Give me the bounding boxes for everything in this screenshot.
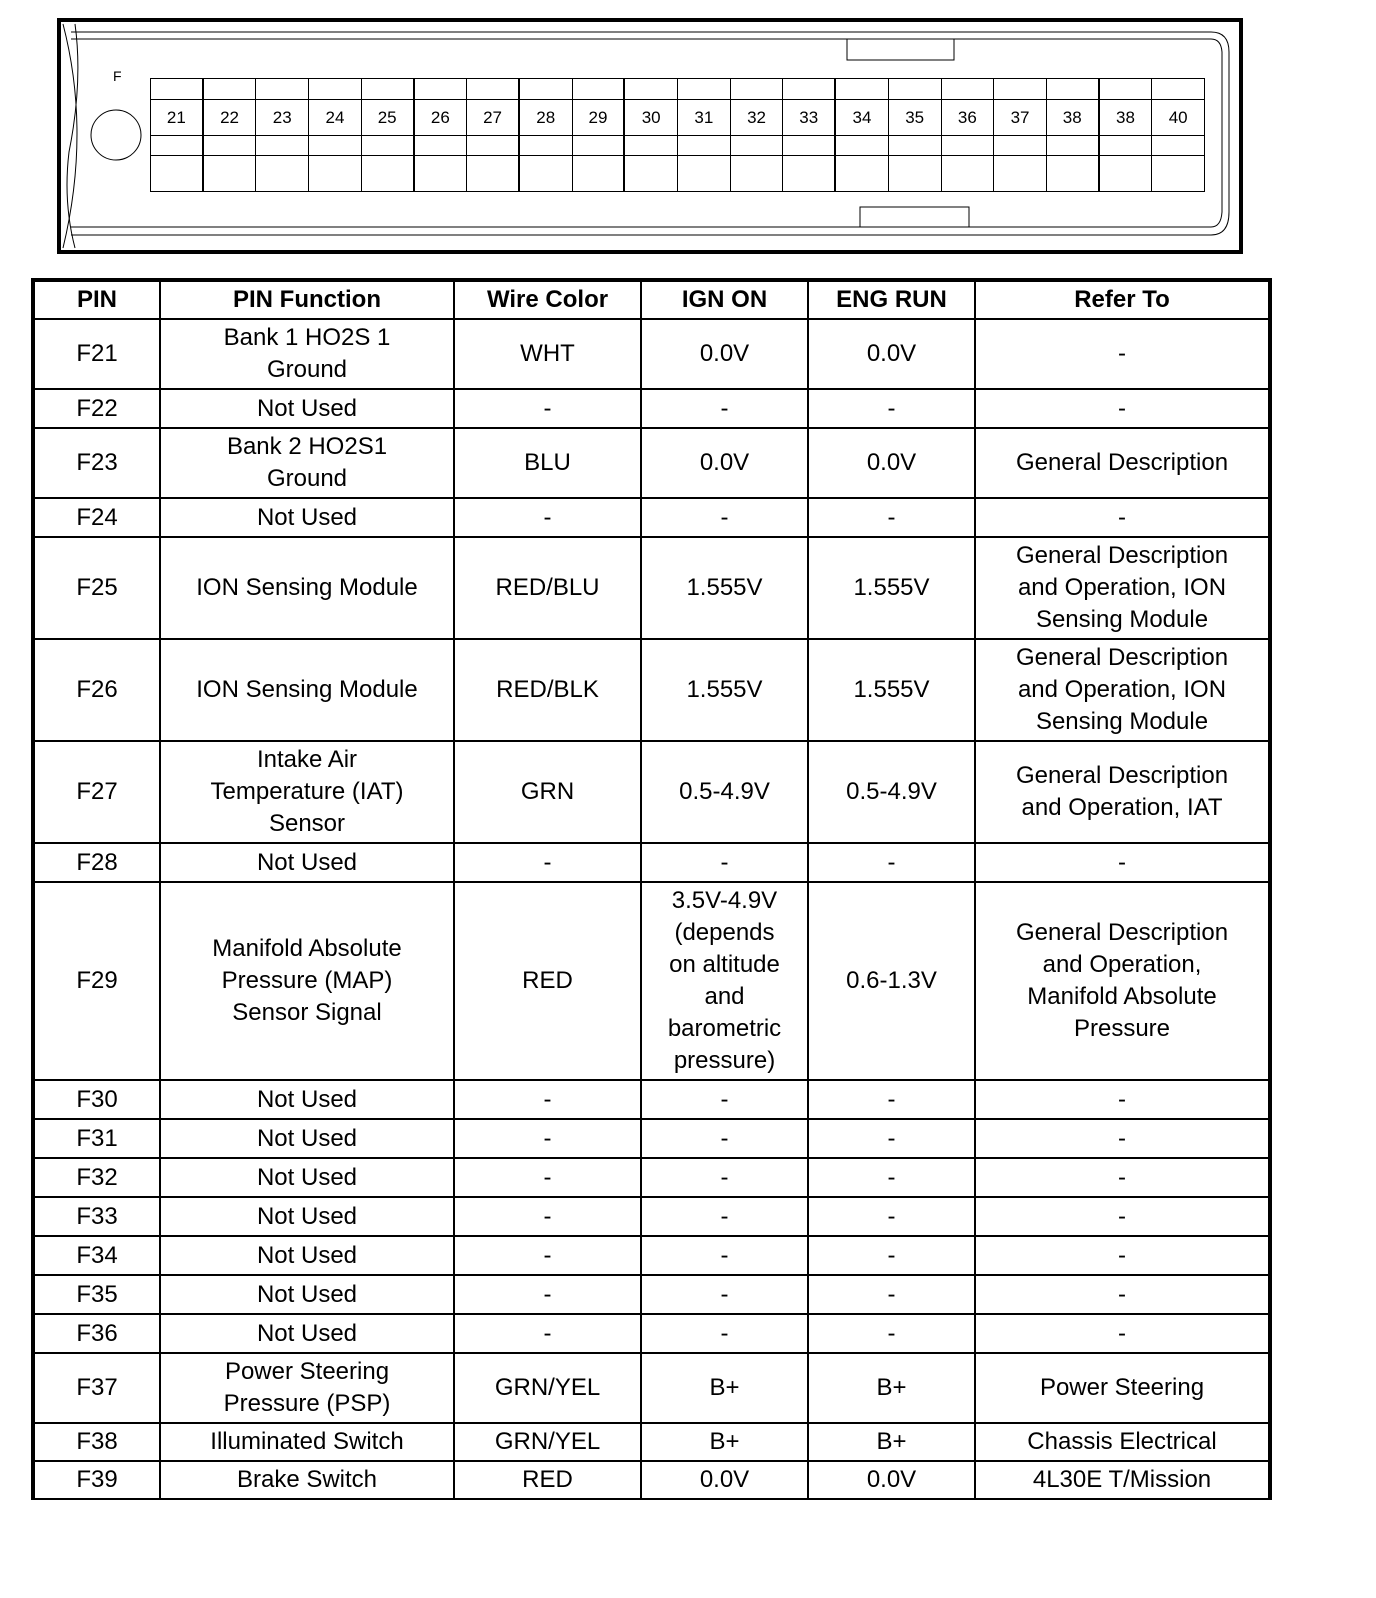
cell-pin-function: Not Used (160, 1314, 454, 1353)
pin-cavity (731, 136, 784, 156)
cell-wire-color: - (454, 1080, 641, 1119)
cell-pin: F29 (33, 882, 160, 1080)
cell-eng-run: - (808, 1314, 975, 1353)
cell-text: Bank 2 HO2S1 Ground (226, 433, 388, 492)
pin-number: 21 (151, 100, 204, 136)
pin-cavity (889, 79, 942, 100)
cell-refer-to: General Description (975, 428, 1270, 498)
cell-eng-run: 0.0V (808, 428, 975, 498)
cell-refer-to: - (975, 389, 1270, 428)
pin-number: 26 (415, 100, 468, 136)
pin-cavity (520, 136, 573, 156)
header-row (33, 280, 1270, 319)
cell-wire-color: WHT (454, 319, 641, 389)
cell-pin-function (160, 428, 454, 498)
pin-cavity (309, 79, 362, 100)
cell-wire-color: GRN/YEL (454, 1353, 641, 1423)
cell-eng-run: B+ (808, 1353, 975, 1423)
cell-eng-run: - (808, 843, 975, 882)
pin-cavity (309, 136, 362, 156)
header-eng-run: ENG RUN (808, 280, 975, 319)
cell-ign-on: - (641, 1197, 808, 1236)
cell-ign-on: - (641, 1158, 808, 1197)
cell-pin-function: ION Sensing Module (160, 639, 454, 741)
top-latch (847, 39, 954, 60)
pin-number: 30 (625, 100, 678, 136)
cell-pin-function: Brake Switch (160, 1461, 454, 1499)
pin-cavity (362, 136, 415, 156)
pin-cavity (573, 79, 626, 100)
pin-number: 36 (942, 100, 995, 136)
cell-ign-on: - (641, 1236, 808, 1275)
cell-wire-color: - (454, 1314, 641, 1353)
cell-pin: F33 (33, 1197, 160, 1236)
cell-refer-to: - (975, 498, 1270, 537)
cell-text: Power Steering Pressure (PSP) (223, 1358, 391, 1417)
pin-cavity (783, 156, 836, 192)
cell-text: 3.5V-4.9V (depends on altitude and barometric pressure) (667, 887, 782, 1074)
pin-cavity (1100, 156, 1153, 192)
pin-cavity (362, 156, 415, 192)
cell-ign-on: 0.0V (641, 1461, 808, 1499)
cell-text: General Description and Operation, ION Sensing Module (1015, 644, 1229, 735)
pin-cavity (1152, 79, 1205, 100)
cell-pin: F31 (33, 1119, 160, 1158)
cell-ign-on: - (641, 498, 808, 537)
cell-ign-on: 1.555V (641, 537, 808, 639)
pin-cavity (1047, 156, 1100, 192)
pin-number: 29 (573, 100, 626, 136)
pin-cavity (362, 79, 415, 100)
pin-cavity (994, 136, 1047, 156)
cell-wire-color: - (454, 1158, 641, 1197)
cell-eng-run: - (808, 1119, 975, 1158)
pin-cavity (1152, 136, 1205, 156)
pin-cavity (783, 136, 836, 156)
cell-wire-color: RED (454, 1461, 641, 1499)
cell-wire-color: GRN/YEL (454, 1423, 641, 1461)
cell-pin: F28 (33, 843, 160, 882)
pin-cavity (1152, 156, 1205, 192)
pin-cavity (467, 79, 520, 100)
cell-pin-function: Not Used (160, 1236, 454, 1275)
cell-pin: F30 (33, 1080, 160, 1119)
cell-eng-run: - (808, 1080, 975, 1119)
pin-cavity (256, 79, 309, 100)
cell-wire-color: RED/BLU (454, 537, 641, 639)
cell-pin-function: Not Used (160, 843, 454, 882)
table-row (33, 319, 1270, 389)
connector-diagram (57, 18, 1243, 254)
cell-pin-function: Not Used (160, 1197, 454, 1236)
cell-eng-run: B+ (808, 1423, 975, 1461)
pin-cavity (256, 156, 309, 192)
cell-text: Intake Air Temperature (IAT) Sensor (210, 746, 404, 837)
cell-wire-color: - (454, 389, 641, 428)
pin-number: 25 (362, 100, 415, 136)
cell-text: General Description and Operation, IAT (1015, 762, 1229, 821)
cell-refer-to: - (975, 1158, 1270, 1197)
cell-refer-to: - (975, 1119, 1270, 1158)
pin-cavity (731, 79, 784, 100)
pin-number: 35 (889, 100, 942, 136)
header-ign-on: IGN ON (641, 280, 808, 319)
table-row (33, 1080, 1270, 1119)
cell-ign-on: - (641, 1275, 808, 1314)
table-row (33, 1275, 1270, 1314)
cell-refer-to (975, 537, 1270, 639)
cell-eng-run: 0.0V (808, 1461, 975, 1499)
cell-wire-color: RED/BLK (454, 639, 641, 741)
cell-ign-on: 0.5-4.9V (641, 741, 808, 843)
cell-ign-on: - (641, 1119, 808, 1158)
cell-pin: F38 (33, 1423, 160, 1461)
table-row (33, 741, 1270, 843)
bottom-latch (860, 207, 969, 227)
cell-pin-function: Not Used (160, 1119, 454, 1158)
pin-cavity (309, 156, 362, 192)
table-row (33, 1236, 1270, 1275)
pin-cavity (625, 156, 678, 192)
cell-pin-function (160, 319, 454, 389)
cell-ign-on: 0.0V (641, 319, 808, 389)
cell-wire-color: - (454, 843, 641, 882)
cell-wire-color: - (454, 498, 641, 537)
cell-ign-on: - (641, 389, 808, 428)
header-pin: PIN (33, 280, 160, 319)
pin-cavity (1100, 136, 1153, 156)
pin-number: 22 (204, 100, 257, 136)
cell-pin-function (160, 1353, 454, 1423)
cell-pin-function: Not Used (160, 389, 454, 428)
cell-refer-to (975, 741, 1270, 843)
pin-cavity (573, 136, 626, 156)
cell-pin: F27 (33, 741, 160, 843)
table-row (33, 389, 1270, 428)
cell-pin: F37 (33, 1353, 160, 1423)
cell-pin-function: Illuminated Switch (160, 1423, 454, 1461)
pin-cavity (625, 79, 678, 100)
cell-refer-to: - (975, 843, 1270, 882)
cell-pin: F39 (33, 1461, 160, 1499)
cell-pin-function: ION Sensing Module (160, 537, 454, 639)
pin-table (31, 278, 1272, 1500)
pin-cavity (467, 136, 520, 156)
table-row (33, 1423, 1270, 1461)
cell-ign-on: B+ (641, 1353, 808, 1423)
cell-refer-to: - (975, 1080, 1270, 1119)
cell-wire-color: - (454, 1275, 641, 1314)
header-wire-color: Wire Color (454, 280, 641, 319)
cell-pin: F24 (33, 498, 160, 537)
pin-number: 24 (309, 100, 362, 136)
pin-cavity (520, 79, 573, 100)
pin-cavity (942, 79, 995, 100)
cell-pin: F34 (33, 1236, 160, 1275)
cell-eng-run: 0.6-1.3V (808, 882, 975, 1080)
pin-cavity (942, 156, 995, 192)
cell-pin-function: Not Used (160, 498, 454, 537)
cell-pin: F32 (33, 1158, 160, 1197)
pin-number: 23 (256, 100, 309, 136)
cell-eng-run: - (808, 1275, 975, 1314)
cell-refer-to: - (975, 1197, 1270, 1236)
cell-pin: F36 (33, 1314, 160, 1353)
pin-cavity (151, 156, 204, 192)
pin-cavity (204, 79, 257, 100)
pin-number: 27 (467, 100, 520, 136)
cell-wire-color: - (454, 1197, 641, 1236)
table-row (33, 1461, 1270, 1499)
pin-cavity (678, 156, 731, 192)
cell-eng-run: - (808, 1236, 975, 1275)
cell-text: General Description and Operation, ION Sensing Module (1015, 542, 1229, 633)
cell-ign-on: 0.0V (641, 428, 808, 498)
pin-cavity (256, 136, 309, 156)
cell-pin-function: Not Used (160, 1158, 454, 1197)
pin-number: 34 (836, 100, 889, 136)
pin-cavity (1047, 79, 1100, 100)
cell-refer-to: Chassis Electrical (975, 1423, 1270, 1461)
table-row (33, 843, 1270, 882)
table-row (33, 498, 1270, 537)
pin-cavity (889, 136, 942, 156)
table-row (33, 1158, 1270, 1197)
cell-refer-to (975, 639, 1270, 741)
cell-ign-on: - (641, 843, 808, 882)
cell-eng-run: - (808, 1197, 975, 1236)
pin-number: 28 (520, 100, 573, 136)
pin-cavity (467, 156, 520, 192)
pin-cavity (994, 79, 1047, 100)
pin-number: 40 (1152, 100, 1205, 136)
cell-refer-to: - (975, 319, 1270, 389)
connector-label: F (113, 68, 122, 84)
cell-wire-color: - (454, 1236, 641, 1275)
cell-eng-run: 0.5-4.9V (808, 741, 975, 843)
cell-wire-color: - (454, 1119, 641, 1158)
cell-pin: F23 (33, 428, 160, 498)
cell-wire-color: GRN (454, 741, 641, 843)
pin-cavity (783, 79, 836, 100)
cell-pin: F22 (33, 389, 160, 428)
cell-wire-color: RED (454, 882, 641, 1080)
pin-number: 38 (1100, 100, 1153, 136)
table-row (33, 639, 1270, 741)
pin-cavity (836, 156, 889, 192)
cell-refer-to (975, 882, 1270, 1080)
pin-cavity (889, 156, 942, 192)
cell-eng-run: 1.555V (808, 537, 975, 639)
cell-refer-to: Power Steering (975, 1353, 1270, 1423)
cell-ign-on: - (641, 1314, 808, 1353)
cell-text: General Description and Operation, Manifold Absolute Pressure (1015, 919, 1229, 1042)
pin-cavity (415, 136, 468, 156)
cell-refer-to: 4L30E T/Mission (975, 1461, 1270, 1499)
cell-eng-run: - (808, 389, 975, 428)
pin-cavity (204, 136, 257, 156)
pin-number: 32 (731, 100, 784, 136)
pin-number: 38 (1047, 100, 1100, 136)
table-row (33, 1197, 1270, 1236)
cell-pin-function (160, 741, 454, 843)
cell-eng-run: - (808, 1158, 975, 1197)
pin-grid (150, 78, 1205, 192)
cell-text: Manifold Absolute Pressure (MAP) Sensor Signal (212, 935, 402, 1026)
cell-eng-run: 1.555V (808, 639, 975, 741)
pin-cavity (573, 156, 626, 192)
pin-cavity (415, 79, 468, 100)
pin-cavity (836, 79, 889, 100)
pin-cavity (994, 156, 1047, 192)
cell-pin: F25 (33, 537, 160, 639)
pin-cavity (204, 156, 257, 192)
pin-cavity (520, 156, 573, 192)
cell-ign-on: B+ (641, 1423, 808, 1461)
key-circle (91, 110, 141, 160)
cell-text: Bank 1 HO2S 1 Ground (223, 324, 391, 383)
cell-pin: F35 (33, 1275, 160, 1314)
cell-refer-to: - (975, 1275, 1270, 1314)
pin-number: 33 (783, 100, 836, 136)
header-pin-function: PIN Function (160, 280, 454, 319)
pin-cavity (1100, 79, 1153, 100)
pin-cavity (942, 136, 995, 156)
cell-refer-to: - (975, 1314, 1270, 1353)
cell-eng-run: - (808, 498, 975, 537)
pin-cavity (678, 136, 731, 156)
pin-cavity (625, 136, 678, 156)
table-row (33, 1119, 1270, 1158)
pin-cavity (151, 136, 204, 156)
cell-refer-to: - (975, 1236, 1270, 1275)
cell-pin-function: Not Used (160, 1080, 454, 1119)
pin-cavity (678, 79, 731, 100)
pin-cavity (415, 156, 468, 192)
cell-pin: F26 (33, 639, 160, 741)
cell-pin: F21 (33, 319, 160, 389)
table-row (33, 537, 1270, 639)
table-row (33, 1314, 1270, 1353)
pin-cavity (151, 79, 204, 100)
table-row (33, 1353, 1270, 1423)
cell-wire-color: BLU (454, 428, 641, 498)
cell-ign-on (641, 882, 808, 1080)
pin-number: 31 (678, 100, 731, 136)
cell-eng-run: 0.0V (808, 319, 975, 389)
table-row (33, 428, 1270, 498)
pin-cavity (1047, 136, 1100, 156)
cell-ign-on: 1.555V (641, 639, 808, 741)
pin-cavity (836, 136, 889, 156)
table-row (33, 882, 1270, 1080)
cell-pin-function: Not Used (160, 1275, 454, 1314)
header-refer-to: Refer To (975, 280, 1270, 319)
cell-ign-on: - (641, 1080, 808, 1119)
pin-number: 37 (994, 100, 1047, 136)
pin-cavity (731, 156, 784, 192)
cell-pin-function (160, 882, 454, 1080)
